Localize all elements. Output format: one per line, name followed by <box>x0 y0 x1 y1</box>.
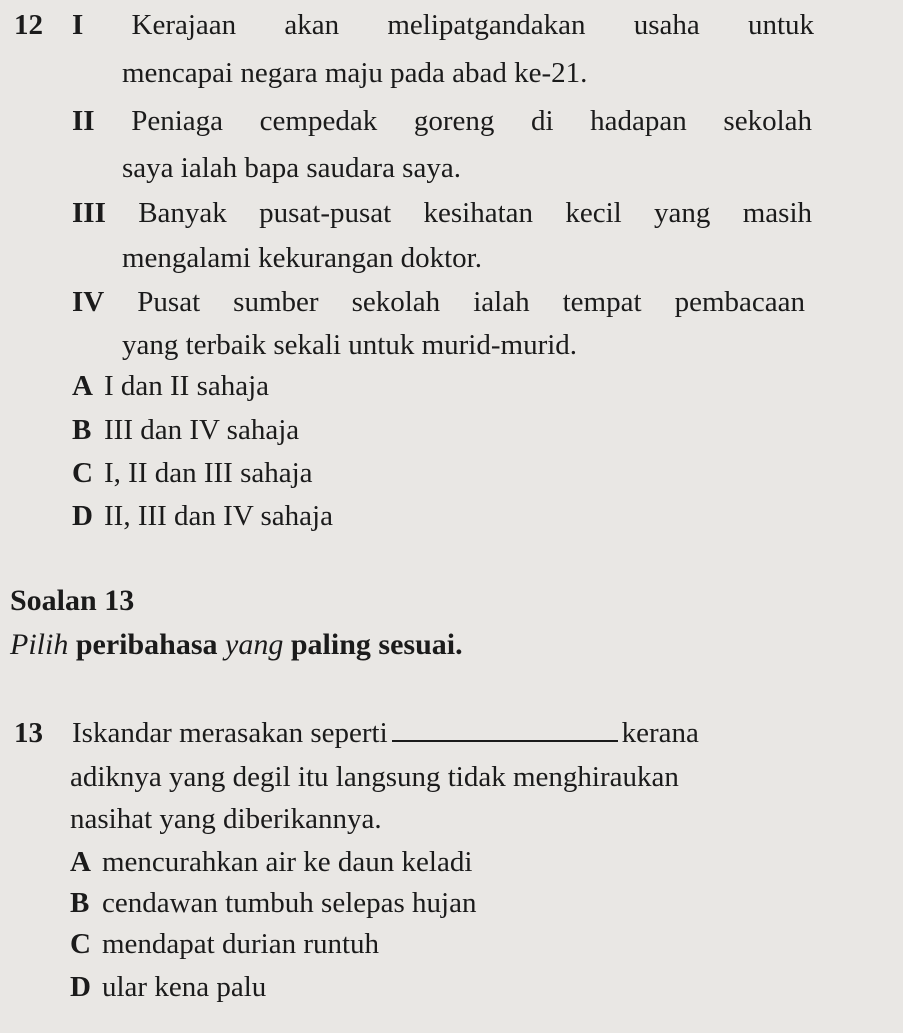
option-letter: C <box>70 928 91 960</box>
q13-text-before-blank: Iskandar merasakan seperti <box>72 717 388 749</box>
option-text: I, II dan III sahaja <box>104 457 313 489</box>
instruction-bold-2: paling sesuai. <box>290 628 463 661</box>
roman-numeral-3: III <box>72 197 106 229</box>
statement-1-line-1 <box>72 8 814 42</box>
option-letter: D <box>70 971 91 1003</box>
statement-3-line-1 <box>72 196 812 230</box>
q13-option-c[interactable] <box>70 927 379 961</box>
roman-numeral-4: IV <box>72 286 105 318</box>
statement-3-line-2: mengalami kekurangan doktor. <box>122 242 482 274</box>
option-letter: C <box>72 457 93 489</box>
option-letter: B <box>72 414 92 446</box>
instruction-italic-2: yang <box>225 628 284 661</box>
section-heading: Soalan 13 <box>10 584 135 617</box>
instruction-italic: Pilih <box>10 628 69 661</box>
instruction-bold-1: peribahasa <box>75 628 218 661</box>
statement-1-text-1: Kerajaan akan melipatgandakan usaha untuk <box>131 9 815 41</box>
roman-numeral-1: I <box>72 9 84 41</box>
option-text: II, III dan IV sahaja <box>104 500 333 532</box>
option-text: mendapat durian runtuh <box>102 928 380 960</box>
statement-4-line-2: yang terbaik sekali untuk murid-murid. <box>122 329 578 361</box>
answer-blank <box>392 718 618 742</box>
question-12-number: 12 <box>14 9 43 41</box>
statement-2-text-1: Peniaga cempedak goreng di hadapan sekolah <box>131 105 813 137</box>
q13-text-after-blank: kerana <box>621 717 699 749</box>
option-text: cendawan tumbuh selepas hujan <box>102 887 477 919</box>
instruction <box>10 628 463 662</box>
roman-numeral-2: II <box>72 105 95 137</box>
option-letter: A <box>72 370 93 402</box>
q12-option-a[interactable] <box>72 369 269 403</box>
option-letter: D <box>72 500 93 532</box>
option-text: I dan II sahaja <box>104 370 270 402</box>
q13-line-2: adiknya yang degil itu langsung tidak menghiraukan <box>70 761 679 793</box>
q13-option-b[interactable] <box>70 886 476 920</box>
option-text: ular kena palu <box>102 971 267 1003</box>
option-letter: B <box>70 887 90 919</box>
statement-3-text-1: Banyak pusat-pusat kesihatan kecil yang masih <box>138 197 813 229</box>
statement-2-line-1 <box>72 104 812 138</box>
q12-option-b[interactable] <box>72 413 299 447</box>
statement-1-line-2: mencapai negara maju pada abad ke-21. <box>122 57 588 89</box>
q13-option-d[interactable] <box>70 970 266 1004</box>
q13-line-1 <box>72 716 699 750</box>
statement-4-text-1: Pusat sumber sekolah ialah tempat pembacaan <box>137 286 805 318</box>
option-text: III dan IV sahaja <box>104 414 300 446</box>
question-13-number: 13 <box>14 717 43 749</box>
option-letter: A <box>70 846 91 878</box>
option-text: mencurahkan air ke daun keladi <box>102 846 473 878</box>
statement-2-line-2: saya ialah bapa saudara saya. <box>122 152 461 184</box>
q12-option-d[interactable] <box>72 499 333 533</box>
q12-option-c[interactable] <box>72 456 313 490</box>
statement-4-line-1 <box>72 285 805 319</box>
q13-option-a[interactable] <box>70 845 472 879</box>
q13-line-3: nasihat yang diberikannya. <box>70 803 382 835</box>
